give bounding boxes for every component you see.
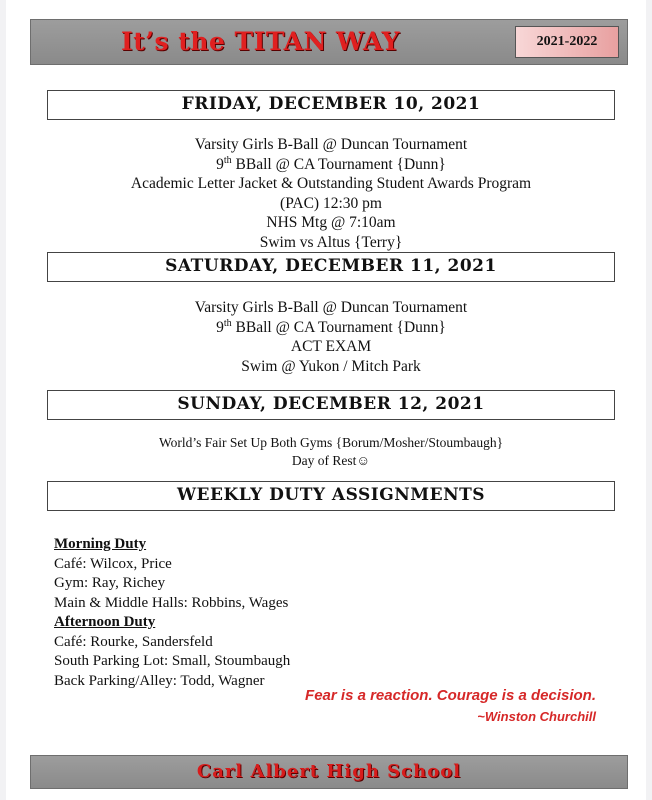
footer-school-name: Carl Albert High School [30, 755, 628, 789]
quote-text: Fear is a reaction. Courage is a decision. [305, 687, 596, 704]
duty-item: Gym: Ray, Richey [54, 575, 166, 591]
event-item: Varsity Girls B-Ball @ Duncan Tournament [194, 136, 468, 153]
event-item: Swim @ Yukon / Mitch Park [241, 357, 421, 375]
page-title: It’s the TITAN WAY [121, 27, 401, 56]
day-header-saturday: SATURDAY, DECEMBER 11, 2021 [47, 252, 615, 282]
saturday-events [26, 298, 636, 376]
event-item: Academic Letter Jacket & Outstanding Student Awards Program [130, 175, 532, 192]
quote [305, 685, 596, 727]
quote-author: ~Winston Churchill [477, 709, 596, 724]
duty-item: Main & Middle Halls: Robbins, Wages [54, 594, 289, 611]
event-item: 9th BBall @ CA Tournament {Dunn} [216, 317, 446, 336]
duty-item: South Parking Lot: Small, Stoumbaugh [54, 653, 291, 669]
friday-events [26, 135, 636, 252]
event-item: Swim vs Altus {Terry} [259, 233, 403, 251]
morning-duty-heading: Morning Duty [54, 536, 147, 552]
day-header-sunday: SUNDAY, DECEMBER 12, 2021 [47, 390, 615, 420]
sunday-events [26, 434, 636, 470]
event-item: Varsity Girls B-Ball @ Duncan Tournament [194, 299, 468, 316]
day-header-friday: FRIDAY, DECEMBER 10, 2021 [47, 90, 615, 120]
duty-item: Café: Wilcox, Price [54, 555, 172, 572]
event-item: 9th BBall @ CA Tournament {Dunn} [216, 154, 446, 173]
page [6, 0, 646, 800]
school-year-badge: 2021-2022 [515, 26, 619, 58]
duty-item: Café: Rourke, Sandersfeld [54, 633, 213, 650]
event-item: ACT EXAM [290, 338, 372, 355]
duty-section-header: WEEKLY DUTY ASSIGNMENTS [47, 481, 615, 511]
duty-list [54, 535, 290, 691]
event-item: World’s Fair Set Up Both Gyms {Borum/Mosher/Stoumbaugh} [158, 435, 504, 450]
duty-item: Back Parking/Alley: Todd, Wagner [54, 672, 265, 689]
event-item: Day of Rest☺ [291, 453, 371, 468]
event-item: (PAC) 12:30 pm [280, 194, 382, 212]
afternoon-duty-heading: Afternoon Duty [54, 614, 156, 630]
header-banner [30, 19, 628, 65]
event-item: NHS Mtg @ 7:10am [266, 214, 396, 231]
